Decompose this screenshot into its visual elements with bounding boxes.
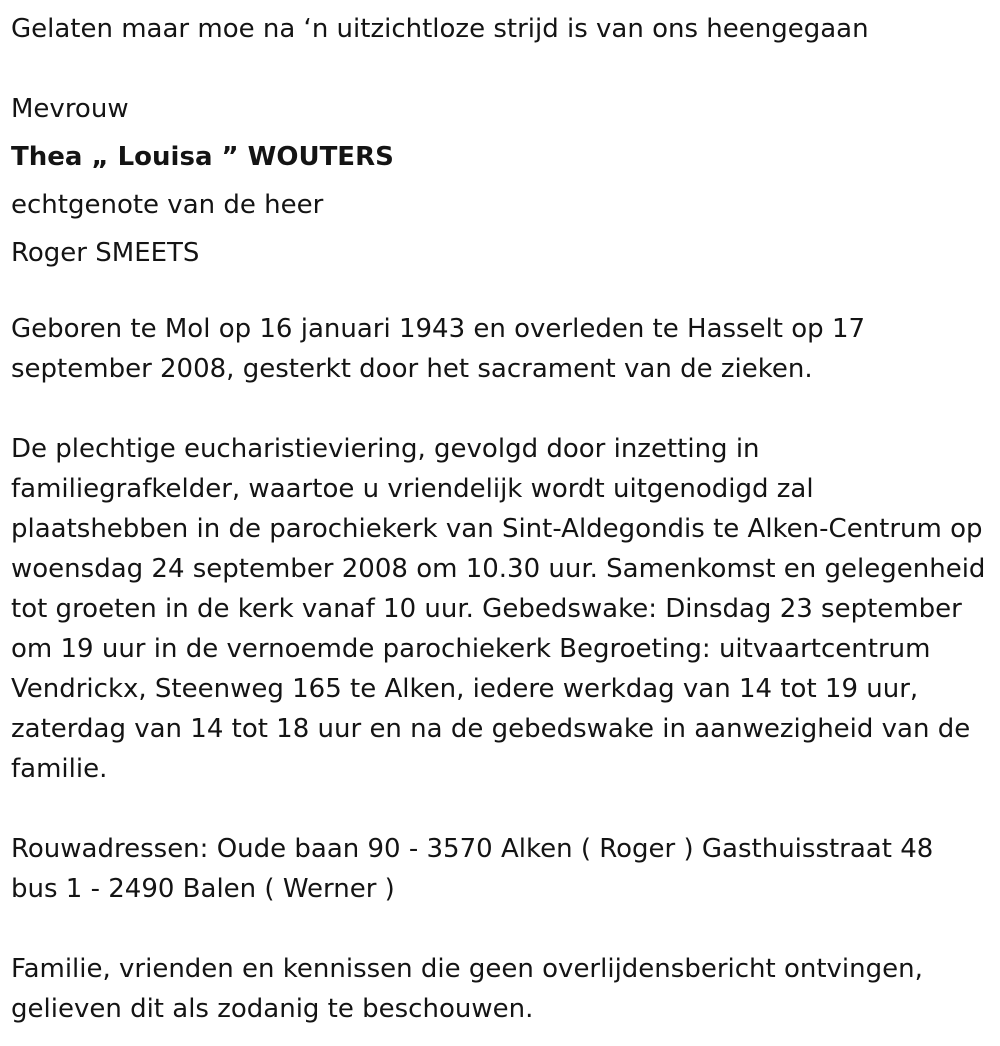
spacer [11, 789, 1000, 829]
spacer [11, 389, 1000, 429]
relation-text: echtgenote van de heer [11, 190, 324, 220]
addresses-paragraph: Rouwadressen: Oude baan 90 - 3570 Alken ( Roger ) Gasthuisstraat 48 bus 1 - 2490 Balen ( Werner ) [11, 834, 934, 904]
spouse-name: Roger SMEETS [11, 238, 200, 268]
birth-death-paragraph: Geboren te Mol op 16 januari 1943 en overleden te Hasselt op 17 september 2008, gesterkt door het sacrament van de zieken. [11, 314, 866, 384]
spacer [11, 53, 1000, 85]
ceremony-paragraph: De plechtige eucharistieviering, gevolgd door inzetting in familiegrafkelder, waartoe u vriendelijk wordt uitgenodigd zal plaatshebben in de parochiekerk van Sint-Aldegondis te Alken-Centrum op woensdag 24 september 2008 om 10.30 uur. Samenkomst en gelegenheid tot groeten in de kerk vanaf 10 uur. Gebedswake: Dinsdag 23 september om 19 uur in de vernoemde parochiekerk Begroeting: uitvaartcentrum Vendrickx, Steenweg 165 te Alken, iedere werkdag van 14 tot 19 uur, zaterdag van 14 tot 18 uur en na de gebedswake in aanwezigheid van de familie. [11, 434, 986, 784]
intro-text: Gelaten maar moe na ‘n uitzichtloze strijd is van ons heengegaan [11, 14, 869, 44]
spacer [11, 277, 1000, 309]
closing-paragraph: Familie, vrienden en kennissen die geen overlijdensbericht ontvingen, gelieven dit als zodanig te beschouwen. [11, 954, 923, 1024]
spacer [11, 909, 1000, 949]
salutation: Mevrouw [11, 94, 129, 124]
deceased-name: Thea „ Louisa ” WOUTERS [11, 142, 394, 172]
